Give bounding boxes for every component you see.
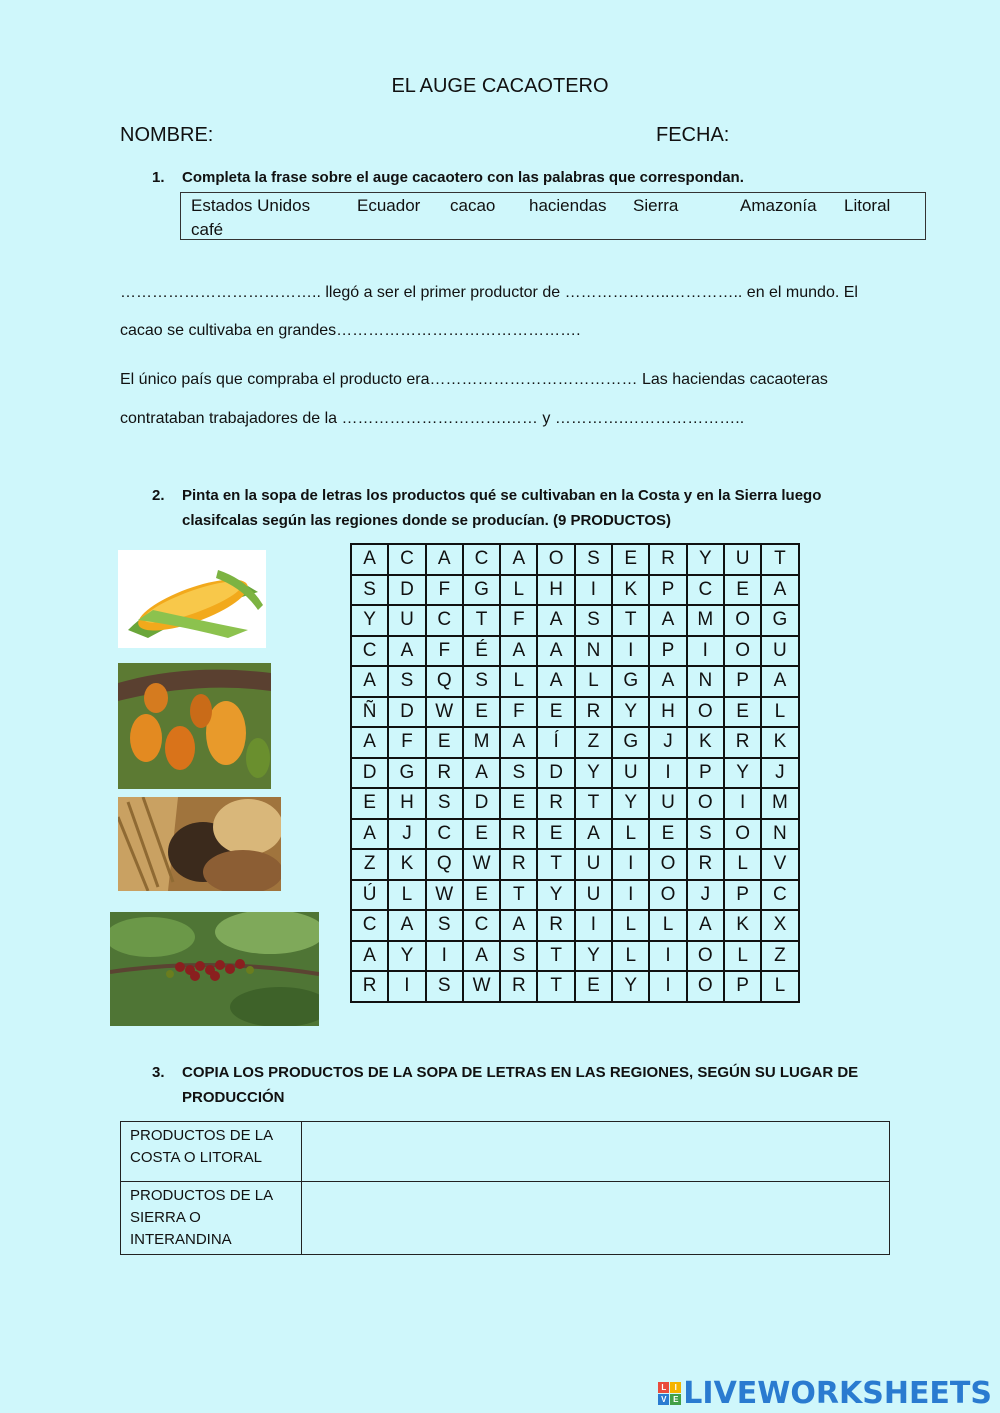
word-search-row [351, 971, 799, 1002]
word-search-cell[interactable]: J [388, 819, 425, 850]
word-search-cell[interactable]: U [612, 758, 649, 789]
word-search-cell[interactable]: A [500, 910, 537, 941]
word-bank-item: haciendas [529, 196, 607, 215]
word-search-row [351, 849, 799, 880]
logo-mark-icon [658, 1382, 681, 1405]
word-search-cell[interactable]: R [426, 758, 463, 789]
fill-in-line-4[interactable]: contrataban trabajadores de la ………………………….…… y ………….………………….. [120, 410, 745, 427]
word-search-cell[interactable]: T [537, 971, 574, 1002]
word-search-row [351, 666, 799, 697]
word-search-cell[interactable]: K [388, 849, 425, 880]
word-search-row [351, 544, 799, 575]
row-label-line: PRODUCTOS DE LA [130, 1127, 274, 1144]
word-bank-item: Ecuador [357, 196, 421, 215]
word-search-row [351, 910, 799, 941]
word-search-cell[interactable]: A [537, 666, 574, 697]
word-search-cell[interactable]: C [463, 910, 500, 941]
word-bank-item: café [191, 220, 224, 239]
word-search-cell[interactable]: A [351, 819, 388, 850]
word-search-cell[interactable]: O [687, 941, 724, 972]
word-search-cell[interactable]: A [761, 575, 798, 606]
table-row [121, 1122, 890, 1182]
word-search-cell[interactable]: A [761, 666, 798, 697]
logo-mark-letter: E [670, 1394, 681, 1405]
row-label [121, 1122, 302, 1182]
word-search-cell[interactable]: E [724, 697, 761, 728]
word-search-row [351, 727, 799, 758]
word-search-cell[interactable]: P [649, 636, 686, 667]
word-search-cell[interactable]: A [649, 605, 686, 636]
word-search-cell[interactable]: I [612, 849, 649, 880]
word-search-cell[interactable]: W [463, 849, 500, 880]
word-search-cell[interactable]: E [537, 697, 574, 728]
word-search-cell[interactable]: O [724, 605, 761, 636]
word-search-cell[interactable]: L [761, 971, 798, 1002]
word-search-cell[interactable]: G [612, 727, 649, 758]
sierra-products-answer[interactable] [302, 1182, 890, 1255]
word-search-cell[interactable]: A [687, 910, 724, 941]
logo-mark-letter: V [658, 1394, 669, 1405]
word-search-cell[interactable]: W [463, 971, 500, 1002]
word-search-cell[interactable]: L [500, 666, 537, 697]
word-search-cell[interactable]: O [724, 819, 761, 850]
word-search-cell[interactable]: E [463, 697, 500, 728]
word-search-cell[interactable]: K [612, 575, 649, 606]
word-search-cell[interactable]: Q [426, 849, 463, 880]
word-search-cell[interactable]: L [612, 910, 649, 941]
word-bank-item: Litoral [844, 196, 891, 215]
word-search-cell[interactable]: I [388, 971, 425, 1002]
word-search-row [351, 575, 799, 606]
word-search-cell[interactable]: T [575, 788, 612, 819]
word-search-grid [350, 543, 800, 1003]
word-search-cell[interactable]: A [388, 636, 425, 667]
word-search-cell[interactable]: W [426, 880, 463, 911]
word-search-cell[interactable]: T [761, 544, 798, 575]
logo-text: LIVEWORKSHEETS [683, 1376, 992, 1411]
word-search-cell[interactable]: A [351, 941, 388, 972]
liveworksheets-logo[interactable] [658, 1376, 992, 1411]
name-label: NOMBRE: [120, 124, 214, 146]
word-search-cell[interactable]: O [687, 788, 724, 819]
word-search-cell[interactable]: A [463, 941, 500, 972]
word-search-cell[interactable]: U [649, 788, 686, 819]
word-search-cell[interactable]: C [388, 544, 425, 575]
question-2-number: 2. [152, 487, 165, 504]
word-search-cell[interactable]: J [649, 727, 686, 758]
word-search-row [351, 880, 799, 911]
word-search-cell[interactable]: F [500, 697, 537, 728]
word-search-cell[interactable]: A [351, 727, 388, 758]
word-search-cell[interactable]: E [649, 819, 686, 850]
fill-in-line-3[interactable]: El único país que compraba el producto era………………………………… Las haciendas cacaoteras [120, 371, 828, 388]
question-1-text: Completa la frase sobre el auge cacaotero con las palabras que correspondan. [182, 169, 744, 186]
costa-products-answer[interactable] [302, 1122, 890, 1182]
word-search-cell[interactable]: Ú [351, 880, 388, 911]
word-search-cell[interactable]: I [649, 941, 686, 972]
word-search-cell[interactable]: S [500, 941, 537, 972]
word-search-cell[interactable]: R [537, 788, 574, 819]
word-search-cell[interactable]: I [724, 788, 761, 819]
word-search-cell[interactable]: A [351, 666, 388, 697]
word-search-cell[interactable]: C [351, 636, 388, 667]
word-search-cell[interactable]: D [351, 758, 388, 789]
word-search-cell[interactable]: A [351, 544, 388, 575]
word-search-cell[interactable]: D [463, 788, 500, 819]
page-title: EL AUGE CACAOTERO [391, 75, 609, 97]
word-search-cell[interactable]: E [612, 544, 649, 575]
word-search-cell[interactable]: J [687, 880, 724, 911]
word-search-cell[interactable]: I [687, 636, 724, 667]
word-search-cell[interactable]: S [351, 575, 388, 606]
word-search-cell[interactable]: L [388, 880, 425, 911]
word-search-cell[interactable]: Z [575, 727, 612, 758]
question-1 [152, 169, 744, 186]
word-search-cell[interactable]: H [388, 788, 425, 819]
word-search-cell[interactable]: T [500, 880, 537, 911]
word-search-cell[interactable]: W [426, 697, 463, 728]
word-search-cell[interactable]: S [687, 819, 724, 850]
word-search-cell[interactable]: R [351, 971, 388, 1002]
row-label-line: SIERRA O [130, 1209, 201, 1226]
word-search-cell[interactable]: C [351, 910, 388, 941]
word-search-row [351, 697, 799, 728]
cacao-pods-image [118, 663, 271, 789]
word-search-cell[interactable]: E [351, 788, 388, 819]
word-search-row [351, 819, 799, 850]
question-2 [152, 483, 821, 533]
word-search-cell[interactable]: U [575, 849, 612, 880]
question-3-number: 3. [152, 1064, 165, 1081]
word-search-cell[interactable]: P [687, 758, 724, 789]
word-search-cell[interactable]: D [388, 575, 425, 606]
word-search-row [351, 636, 799, 667]
row-label-line: PRODUCTOS DE LA [130, 1187, 274, 1204]
word-search-cell[interactable]: F [426, 575, 463, 606]
word-search-cell[interactable]: A [537, 636, 574, 667]
word-search-cell[interactable]: S [426, 971, 463, 1002]
word-search-cell[interactable]: C [761, 880, 798, 911]
logo-mark-letter: L [658, 1382, 669, 1393]
word-search-cell[interactable]: É [463, 636, 500, 667]
word-bank-item: Estados Unidos [191, 196, 311, 215]
word-search-cell[interactable]: D [537, 758, 574, 789]
word-search-row [351, 941, 799, 972]
word-search-cell[interactable]: Y [351, 605, 388, 636]
word-search-cell[interactable]: L [649, 910, 686, 941]
word-search-cell[interactable]: S [500, 758, 537, 789]
word-search-cell[interactable]: R [537, 910, 574, 941]
word-search-cell[interactable]: Y [724, 758, 761, 789]
word-search-cell[interactable]: I [575, 575, 612, 606]
word-search-cell[interactable]: A [426, 544, 463, 575]
word-search-cell[interactable]: X [761, 910, 798, 941]
word-search-cell[interactable]: Y [687, 544, 724, 575]
word-search-cell[interactable]: A [575, 819, 612, 850]
word-search-cell[interactable]: U [388, 605, 425, 636]
word-search-cell[interactable]: P [724, 666, 761, 697]
word-search-cell[interactable]: Z [761, 941, 798, 972]
word-search-row [351, 605, 799, 636]
word-search-cell[interactable]: N [575, 636, 612, 667]
word-search-cell[interactable]: E [463, 819, 500, 850]
word-search-cell[interactable]: A [463, 758, 500, 789]
word-search-cell[interactable]: Y [612, 971, 649, 1002]
fill-in-line-1[interactable]: ……………………………….. llegó a ser el primer productor de ………………..………….. en el mundo. El [120, 284, 858, 301]
word-search-cell[interactable]: J [761, 758, 798, 789]
word-search-cell[interactable]: F [426, 636, 463, 667]
word-search-cell[interactable]: E [463, 880, 500, 911]
word-search-cell[interactable]: Y [612, 697, 649, 728]
word-search-cell[interactable]: O [687, 697, 724, 728]
word-search-cell[interactable]: R [500, 971, 537, 1002]
word-search-cell[interactable]: E [724, 575, 761, 606]
word-search-cell[interactable]: R [687, 849, 724, 880]
word-search-cell[interactable]: Q [426, 666, 463, 697]
word-search-cell[interactable]: R [500, 849, 537, 880]
word-search-cell[interactable]: A [500, 544, 537, 575]
word-search-cell[interactable]: I [575, 910, 612, 941]
word-search-cell[interactable]: I [649, 758, 686, 789]
word-bank-item: cacao [450, 196, 496, 215]
word-search-cell[interactable]: P [649, 575, 686, 606]
word-search-cell[interactable]: Y [575, 758, 612, 789]
word-search-row [351, 758, 799, 789]
word-search-cell[interactable]: Ñ [351, 697, 388, 728]
word-search-cell[interactable]: O [687, 971, 724, 1002]
word-search-cell[interactable]: A [537, 605, 574, 636]
word-search-cell[interactable]: R [500, 819, 537, 850]
question-3 [152, 1060, 858, 1110]
table-row [121, 1182, 890, 1255]
word-search-cell[interactable]: Y [575, 941, 612, 972]
word-search-cell[interactable]: K [724, 910, 761, 941]
corn-image [118, 550, 266, 648]
date-label: FECHA: [656, 124, 730, 146]
word-search-cell[interactable]: C [463, 544, 500, 575]
word-search-cell[interactable]: V [761, 849, 798, 880]
word-search-cell[interactable]: I [649, 971, 686, 1002]
word-search-cell[interactable]: O [724, 636, 761, 667]
products-table [120, 1121, 890, 1255]
row-label [121, 1182, 302, 1255]
word-search-cell[interactable]: Y [537, 880, 574, 911]
word-search-cell[interactable]: A [649, 666, 686, 697]
word-search-cell[interactable]: D [388, 697, 425, 728]
question-1-number: 1. [152, 169, 165, 186]
word-search-cell[interactable]: E [426, 727, 463, 758]
word-bank-item: Sierra [633, 196, 679, 215]
grains-image [118, 797, 281, 891]
word-search-cell[interactable]: C [687, 575, 724, 606]
word-search-cell[interactable]: L [500, 575, 537, 606]
question-2-text-line-1: Pinta en la sopa de letras los productos qué se cultivaban en la Costa y en la Sierra luego [182, 487, 822, 504]
word-search-cell[interactable]: G [761, 605, 798, 636]
word-search-cell[interactable]: R [724, 727, 761, 758]
row-label-line: INTERANDINA [130, 1231, 232, 1248]
word-search-cell[interactable]: H [649, 697, 686, 728]
word-search-cell[interactable]: L [612, 819, 649, 850]
word-search-cell[interactable]: O [649, 880, 686, 911]
word-search-cell[interactable]: Í [537, 727, 574, 758]
word-search-cell[interactable]: L [575, 666, 612, 697]
word-search-cell[interactable]: G [612, 666, 649, 697]
question-2-text-line-2: clasifcalas según las regiones donde se producían. (9 PRODUCTOS) [182, 512, 672, 529]
word-search-cell[interactable]: Z [351, 849, 388, 880]
word-search-cell[interactable]: K [687, 727, 724, 758]
word-search-cell[interactable]: M [687, 605, 724, 636]
word-search-cell[interactable]: F [500, 605, 537, 636]
word-search-cell[interactable]: A [500, 636, 537, 667]
word-search-cell[interactable]: R [575, 697, 612, 728]
word-search-cell[interactable]: E [575, 971, 612, 1002]
word-search-cell[interactable]: E [500, 788, 537, 819]
question-3-text-line-1: COPIA LOS PRODUCTOS DE LA SOPA DE LETRAS EN LAS REGIONES, SEGÚN SU LUGAR DE [182, 1064, 859, 1081]
word-search-cell[interactable]: T [537, 941, 574, 972]
word-search-cell[interactable]: S [463, 666, 500, 697]
word-search-cell[interactable]: P [724, 880, 761, 911]
word-search-cell[interactable]: L [724, 849, 761, 880]
word-search-cell[interactable]: L [724, 941, 761, 972]
word-search-cell[interactable]: S [426, 910, 463, 941]
word-search-cell[interactable]: S [388, 666, 425, 697]
word-search-cell[interactable]: Y [612, 788, 649, 819]
word-search-cell[interactable]: R [649, 544, 686, 575]
word-search-cell[interactable]: I [612, 636, 649, 667]
word-search-cell[interactable]: I [612, 880, 649, 911]
word-search-cell[interactable]: A [388, 910, 425, 941]
word-search-cell[interactable]: H [537, 575, 574, 606]
word-search-cell[interactable]: G [463, 575, 500, 606]
fill-in-line-2[interactable]: cacao se cultivaba en grandes………………………………………. [120, 322, 581, 339]
word-search-cell[interactable]: F [388, 727, 425, 758]
word-search-cell[interactable]: T [537, 849, 574, 880]
word-search-cell[interactable]: P [724, 971, 761, 1002]
word-search-cell[interactable]: N [687, 666, 724, 697]
word-search-cell[interactable]: S [575, 605, 612, 636]
word-search-cell[interactable]: S [426, 788, 463, 819]
word-search-cell[interactable]: A [500, 727, 537, 758]
row-label-line: COSTA O LITORAL [130, 1149, 262, 1166]
word-search-cell[interactable]: U [724, 544, 761, 575]
question-3-text-line-2: PRODUCCIÓN [182, 1089, 285, 1106]
word-search-cell[interactable]: M [761, 788, 798, 819]
word-search-cell[interactable]: O [537, 544, 574, 575]
word-bank-item: Amazonía [740, 196, 817, 215]
word-search-cell[interactable]: K [761, 727, 798, 758]
word-search-row [351, 788, 799, 819]
logo-mark-letter: I [670, 1382, 681, 1393]
word-search-cell[interactable]: C [426, 819, 463, 850]
coffee-plant-image [110, 912, 319, 1026]
word-search-cell[interactable]: S [575, 544, 612, 575]
word-search-cell[interactable]: I [426, 941, 463, 972]
word-search-cell[interactable]: U [575, 880, 612, 911]
word-search-cell[interactable]: G [388, 758, 425, 789]
word-search-cell[interactable]: L [612, 941, 649, 972]
word-search-cell[interactable]: C [426, 605, 463, 636]
word-search-cell[interactable]: E [537, 819, 574, 850]
word-bank [180, 192, 926, 240]
word-search-cell[interactable]: N [761, 819, 798, 850]
word-search-cell[interactable]: U [761, 636, 798, 667]
word-search-cell[interactable]: T [612, 605, 649, 636]
word-search-cell[interactable]: L [761, 697, 798, 728]
word-search-cell[interactable]: M [463, 727, 500, 758]
word-search-cell[interactable]: O [649, 849, 686, 880]
word-search-cell[interactable]: Y [388, 941, 425, 972]
word-search-cell[interactable]: T [463, 605, 500, 636]
